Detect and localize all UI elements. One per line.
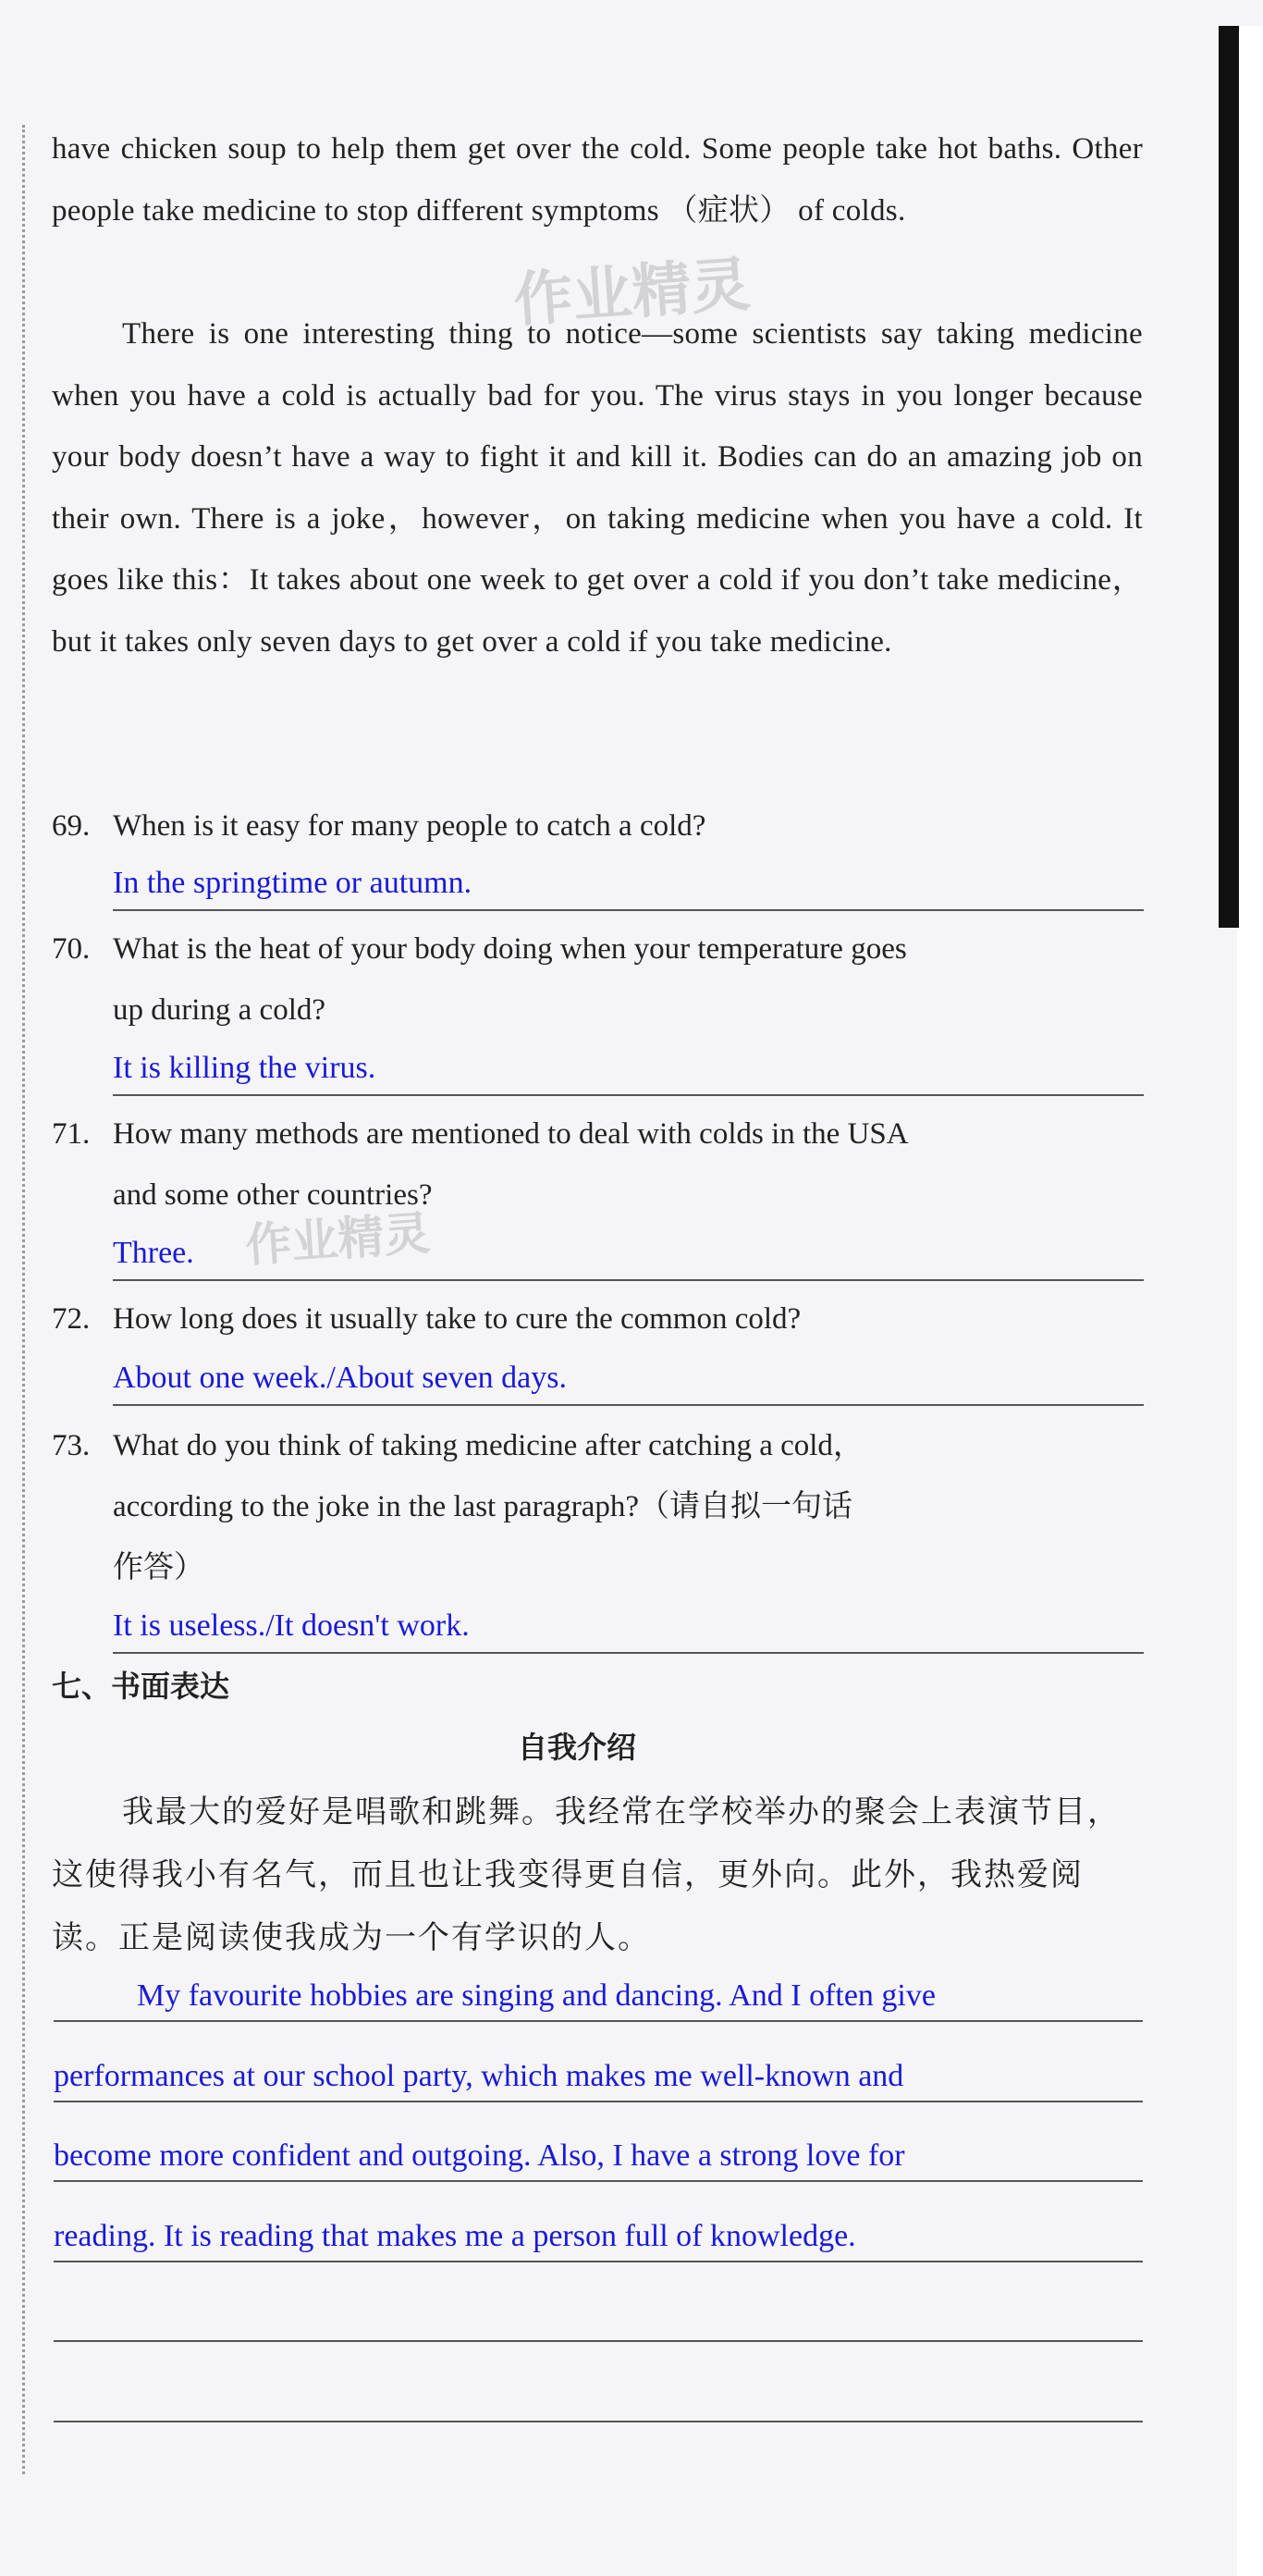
writing-line[interactable]: [54, 2378, 1143, 2422]
question-text: How many methods are mentioned to deal with colds in the USA: [113, 1117, 909, 1151]
essay-title: 自我介绍: [518, 1730, 637, 1765]
watermark: 作业精灵: [243, 1206, 433, 1273]
question-69: [52, 795, 1143, 857]
question-text-cont: 作答）: [113, 1551, 204, 1584]
question-70: [52, 918, 1143, 1041]
question-text: What do you think of taking medicine after catching a cold，: [113, 1429, 864, 1462]
question-text-cont: and some other countries?: [113, 1178, 433, 1212]
question-number: 69.: [52, 809, 91, 843]
question-number: 72.: [52, 1302, 91, 1336]
writing-line[interactable]: [54, 2298, 1143, 2342]
scroll-bar[interactable]: [1219, 26, 1239, 928]
answer-73[interactable]: It is useless./It doesn't work.: [113, 1608, 1144, 1654]
question-number: 71.: [52, 1117, 91, 1151]
answer-70[interactable]: It is killing the virus.: [113, 1050, 1144, 1096]
section-title: 七、书面表达: [52, 1669, 230, 1704]
writing-prompt: 我最大的爱好是唱歌和跳舞。我经常在学校举办的聚会上表演节目，这使得我小有名气，而且也让我变得更自信，更外向。此外，我热爱阅读。正是阅读使我成为一个有学识的人。: [52, 1793, 1121, 1956]
writing-line[interactable]: reading. It is reading that makes me a person full of knowledge.: [54, 2218, 1143, 2262]
question-text-cont: up during a cold?: [113, 993, 326, 1027]
writing-line[interactable]: performances at our school party, which makes me well-known and: [54, 2058, 1143, 2102]
question-text: When is it easy for many people to catch a cold?: [113, 809, 706, 843]
question-72: [52, 1288, 1143, 1350]
writing-line[interactable]: My favourite hobbies are singing and dancing. And I often give: [54, 1978, 1143, 2022]
passage-paragraph-2: There is one interesting thing to notice—some scientists say taking medicine when you have a cold is actually bad for you. The virus stays in you longer because your body doesn’t have a way to fight it and kill it. Bodies can do an amazing job on their own. There is a joke，however，on taking medicine when you have a cold. It goes like this：It takes about one week to get over a cold if you don’t take medicine，but it takes only seven days to get over a cold if you take medicine.: [52, 317, 1143, 659]
question-text: How long does it usually take to cure the common cold?: [113, 1302, 802, 1336]
writing-line[interactable]: become more confident and outgoing. Also, I have a strong love for: [54, 2138, 1143, 2182]
answer-72[interactable]: About one week./About seven days.: [113, 1360, 1144, 1406]
question-73: [52, 1415, 1143, 1598]
question-number: 70.: [52, 932, 91, 966]
passage-paragraph-1: have chicken soup to help them get over the cold. Some people take hot baths. Other people take medicine to stop different symptoms （症状） of colds.: [52, 132, 1143, 228]
question-text: What is the heat of your body doing when your temperature goes: [113, 932, 907, 966]
question-number: 73.: [52, 1429, 91, 1462]
answer-71[interactable]: Three.: [113, 1235, 1144, 1281]
question-text-cont: according to the joke in the last paragraph?（请自拟一句话: [113, 1490, 853, 1523]
page-edge: [1237, 26, 1263, 2576]
answer-69[interactable]: In the springtime or autumn.: [113, 865, 1144, 911]
question-71: [52, 1103, 1143, 1226]
watermark: 作业精灵: [511, 251, 753, 336]
binding-dotted-line: [22, 125, 25, 2474]
